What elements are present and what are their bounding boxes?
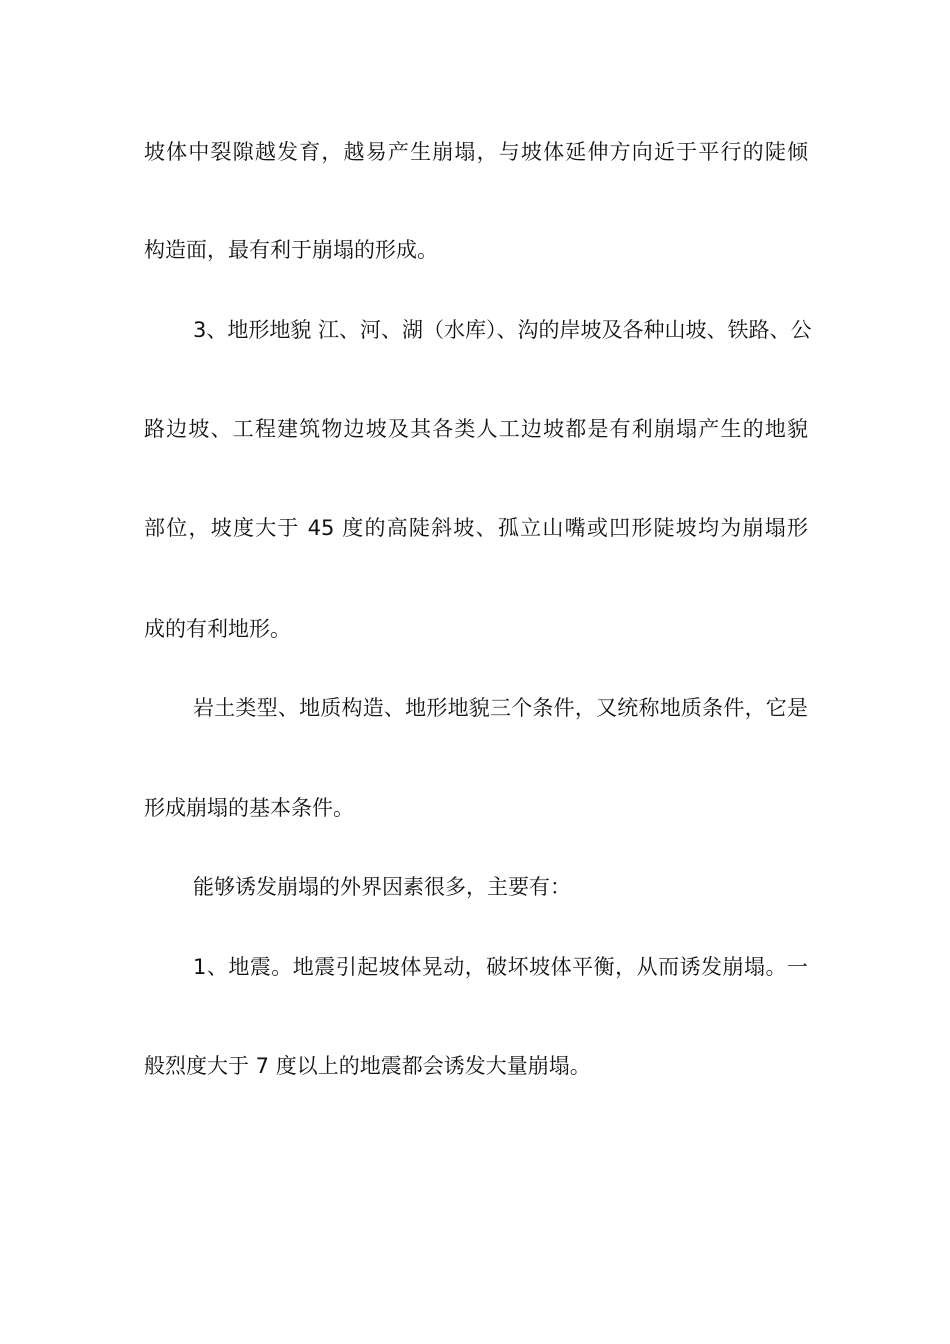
paragraph-line: 部位，坡度大于 45 度的高陡斜坡、孤立山嘴或凹形陡坡均为崩塌形 [144,516,808,540]
paragraph-line: 1、地震。地震引起坡体晃动，破坏坡体平衡，从而诱发崩塌。一 [193,955,808,979]
paragraph-line: 形成崩塌的基本条件。 [144,796,354,820]
paragraph-line: 般烈度大于 7 度以上的地震都会诱发大量崩塌。 [144,1054,591,1078]
paragraph-line: 能够诱发崩塌的外界因素很多，主要有： [193,875,571,899]
paragraph-line: 坡体中裂隙越发育，越易产生崩塌，与坡体延伸方向近于平行的陡倾 [144,140,808,164]
paragraph-line: 成的有利地形。 [144,617,291,641]
paragraph-line: 3、地形地貌 江、河、湖（水库）、沟的岸坡及各种山坡、铁路、公 [193,318,812,342]
paragraph-line: 岩土类型、地质构造、地形地貌三个条件，又统称地质条件，它是 [193,696,808,720]
paragraph-line: 构造面，最有利于崩塌的形成。 [144,238,438,262]
paragraph-line: 路边坡、工程建筑物边坡及其各类人工边坡都是有利崩塌产生的地貌 [144,417,808,441]
